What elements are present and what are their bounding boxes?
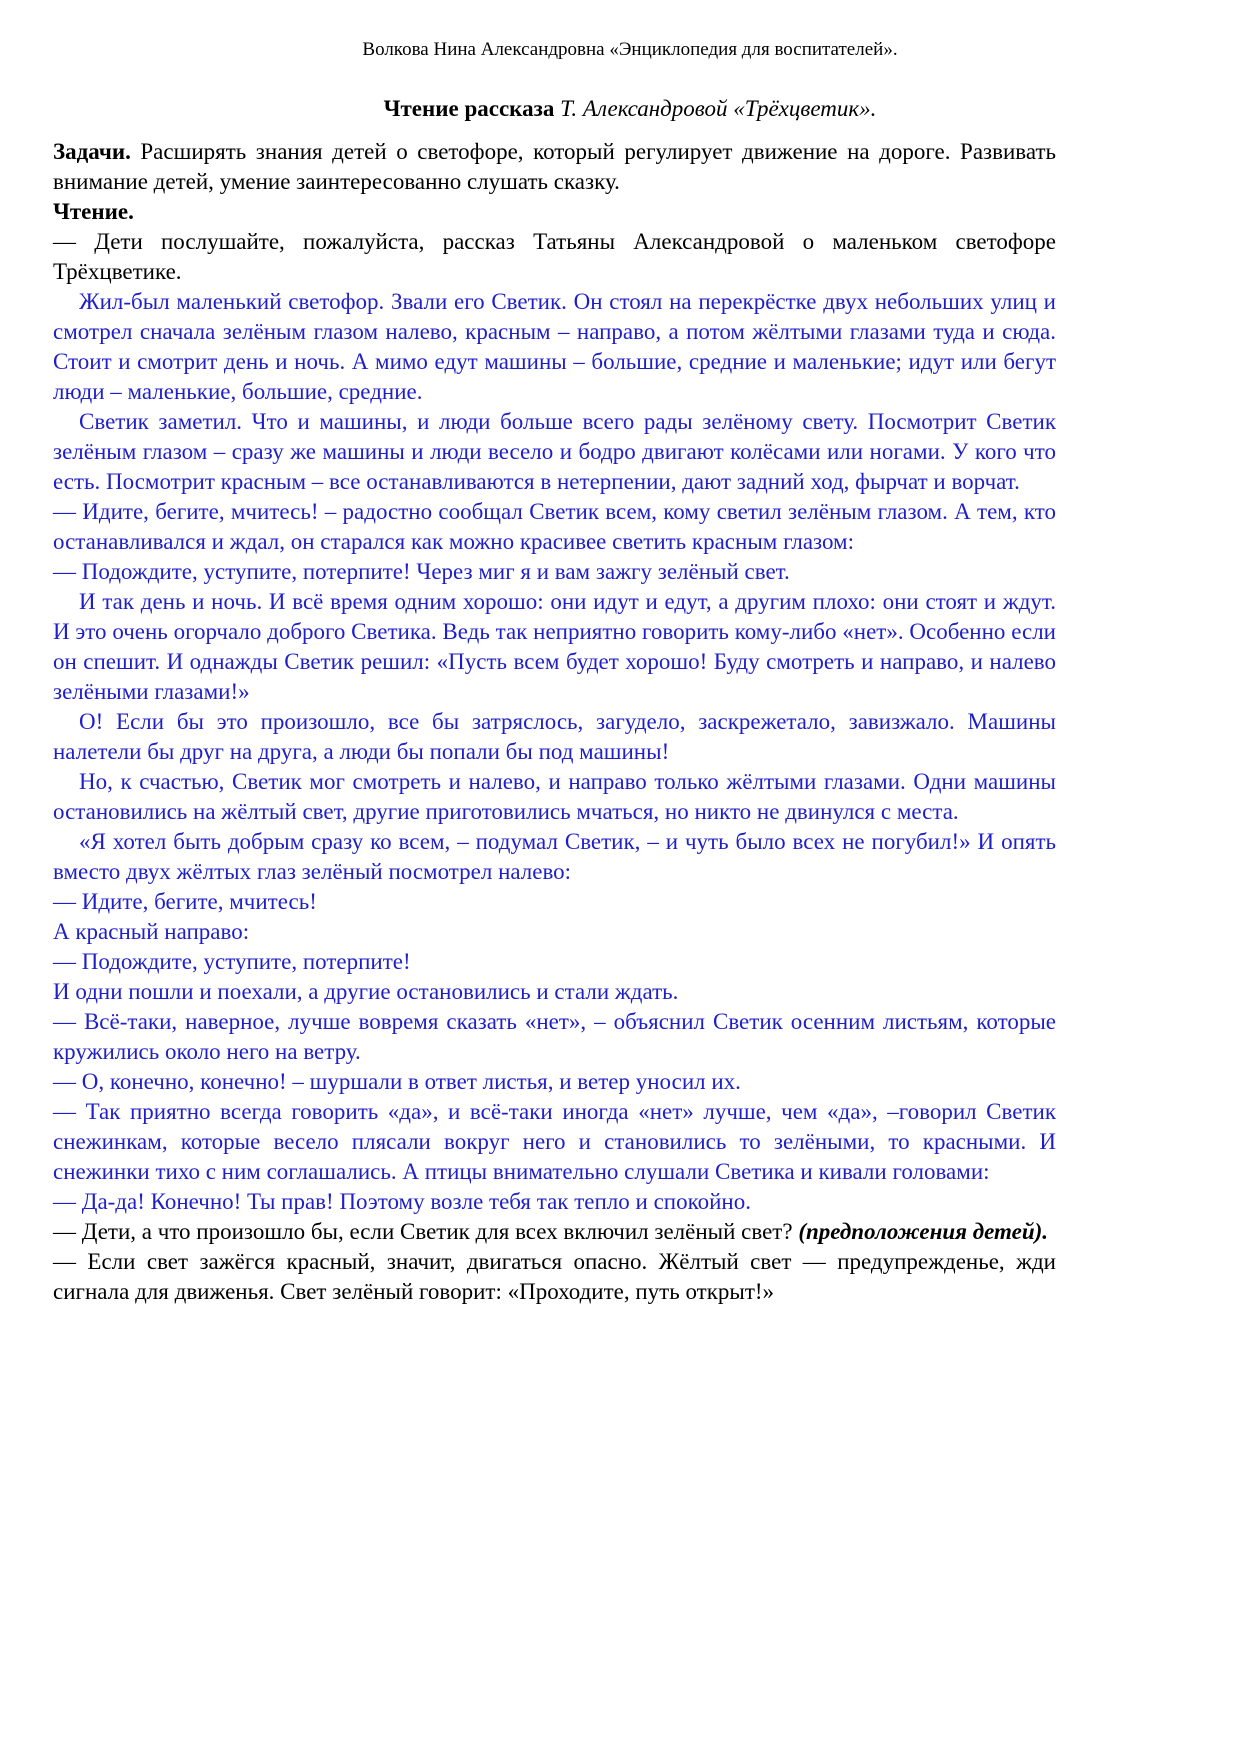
tasks-paragraph [53,137,1056,197]
story-paragraph: — Всё-таки, наверное, лучше вовремя сказать «нет», – объяснил Светик осенним листьям, которые кружились около него на ветру. [53,1009,1056,1064]
tasks-label: Задачи. [53,139,131,164]
document-title [0,94,1240,124]
story-paragraph: «Я хотел быть добрым сразу ко всем, – подумал Светик, – и чуть было всех не погубил!» И опять вместо двух жёлтых глаз зелёный посмотрел налево: [53,829,1056,884]
intro-paragraph: — Дети послушайте, пожалуйста, рассказ Татьяны Александровой о маленьком светофоре Трёхцветике. [53,229,1056,284]
story-paragraph: — О, конечно, конечно! – шуршали в ответ листья, и ветер уносил их. [53,1069,741,1094]
story-paragraph: — Да-да! Конечно! Ты прав! Поэтому возле тебя так тепло и спокойно. [53,1189,751,1214]
story-paragraph: — Идите, бегите, мчитесь! – радостно сообщал Светик всем, кому светил зелёным глазом. А тем, кто останавливался и ждал, он старался как можно красивее светить красным глазом: [53,499,1056,554]
tasks-text: Расширять знания детей о светофоре, который регулирует движение на дороге. Развивать внимание детей, умение заинтересованно слушать сказку. [53,139,1056,194]
story-paragraph: — Подождите, уступите, потерпите! Через миг я и вам зажгу зелёный свет. [53,559,790,584]
question-paragraph [53,1217,1056,1247]
story-paragraph: Светик заметил. Что и машины, и люди больше всего рады зелёному свету. Посмотрит Светик зелёным глазом – сразу же машины и люди весело и бодро двигают колёсами или ногами. У кого что есть. Посмотрит красным – все останавливаются в нетерпении, дают задний ход, фырчат и ворчат. [53,409,1056,494]
poem-paragraph: — Если свет зажёгся красный, значит, двигаться опасно. Жёлтый свет — предупрежденье, жди сигнала для движенья. Свет зелёный говорит: «Проходите, путь открыт!» [53,1249,1056,1304]
reading-label-text: Чтение. [53,199,134,224]
story-paragraph: — Так приятно всегда говорить «да», и всё-таки иногда «нет» лучше, чем «да», –говорил Светик снежинкам, которые весело плясали вокруг него и становились то зелёными, то красными. И снежинки тихо с ним соглашались. А птицы внимательно слушали Светика и кивали головами: [53,1099,1056,1184]
question-text: — Дети, а что произошло бы, если Светик для всех включил зелёный свет? [53,1219,799,1244]
page-header: Волкова Нина Александровна «Энциклопедия для воспитателей». [362,39,898,60]
title-prefix: Чтение рассказа [383,96,561,121]
story-paragraph: И одни пошли и поехали, а другие остановились и стали ждать. [53,979,679,1004]
document-body [53,137,1056,1307]
story-paragraph: И так день и ночь. И всё время одним хорошо: они идут и едут, а другим плохо: они стоят и ждут. И это очень огорчало доброго Светика. Ведь так неприятно говорить кому-либо «нет». Особенно если он спешит. И однажды Светик решил: «Пусть всем будет хорошо! Буду смотреть и направо, и налево зелёными глазами!» [53,589,1056,704]
title-author-story: Т. Александровой «Трёхцветик». [560,96,877,121]
story-paragraph: Но, к счастью, Светик мог смотреть и налево, и направо только жёлтыми глазами. Одни машины остановились на жёлтый свет, другие приготовились мчаться, но никто не двинулся с места. [53,769,1056,824]
story-paragraph: А красный направо: [53,919,250,944]
question-note: (предположения детей). [798,1219,1049,1244]
reading-label [53,197,1056,227]
story-paragraph: — Идите, бегите, мчитесь! [53,889,317,914]
story-paragraph: Жил-был маленький светофор. Звали его Светик. Он стоял на перекрёстке двух небольших улиц и смотрел сначала зелёным глазом налево, красным – направо, а потом жёлтыми глазами туда и сюда. Стоит и смотрит день и ночь. А мимо едут машины – большие, средние и маленькие; идут или бегут люди – маленькие, большие, средние. [53,289,1056,404]
story-paragraph: О! Если бы это произошло, все бы затряслось, загудело, заскрежетало, завизжало. Машины налетели бы друг на друга, а люди бы попали бы под машины! [53,709,1056,764]
story-paragraph: — Подождите, уступите, потерпите! [53,949,411,974]
